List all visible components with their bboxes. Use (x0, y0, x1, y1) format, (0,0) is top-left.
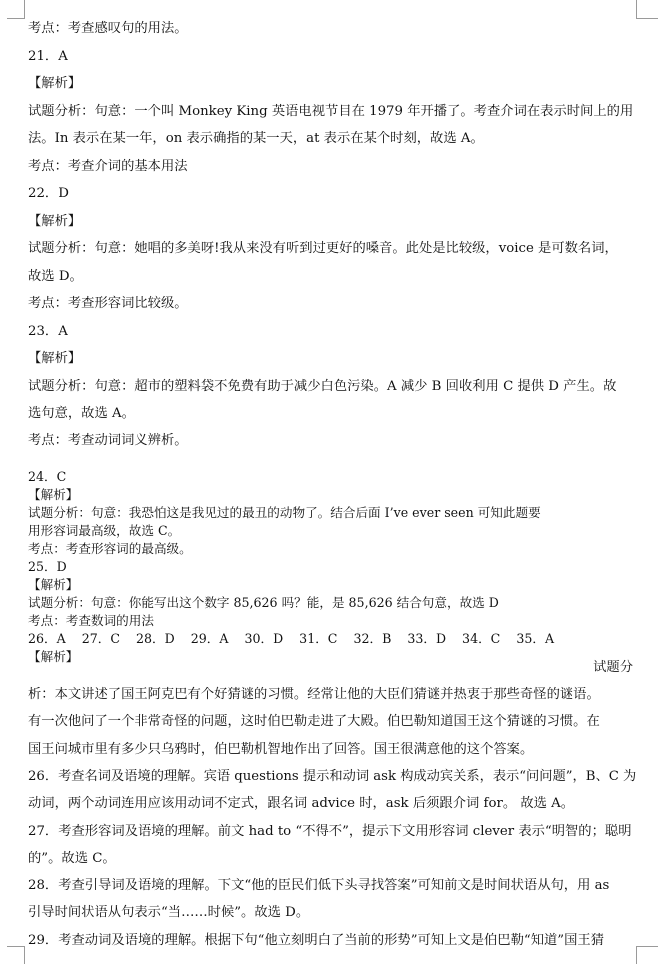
text-line: 试题分析：句意：超市的塑料袋不免费有助于减少白色污染。A 减少 B 回收利用 C 提供 D 产生。故 (28, 379, 617, 394)
text-line: 用形容词最高级，故选 C。 (28, 523, 181, 538)
analysis-heading: 【解析】 (28, 214, 82, 229)
text-line: 27．考查形容词及语境的理解。前文 had to “不得不”，提示下文用形容词 clever 表示“明智的；聪明 (28, 824, 632, 839)
text-line: 试题分析：句意：你能写出这个数字 85,626 吗？能，是 85,626 结合句意，故选 D (28, 595, 499, 610)
crop-mark-top-right (636, 0, 637, 18)
answer-line: 23．A (28, 324, 68, 339)
answer-line: 25．D (28, 559, 67, 574)
text-line: 的”。故选 C。 (28, 851, 116, 866)
analysis-heading: 【解析】 (28, 487, 79, 502)
text-line: 考点：考查介词的基本用法 (28, 159, 188, 174)
text-line: 考点：考查动词词义辨析。 (28, 433, 188, 448)
text-line: 试题分析：句意：我恐怕这是我见过的最丑的动物了。结合后面 I’ve ever seen 可知此题要 (28, 505, 541, 520)
crop-mark-bottom-left (7, 946, 25, 947)
text-line: 选句意，故选 A。 (28, 406, 135, 421)
crop-mark-top-right (636, 18, 658, 19)
text-line: 法。In 表示在某一年，on 表示确指的某一天，at 表示在某个时刻，故选 A。 (28, 131, 484, 146)
text-line: 26．考查名词及语境的理解。宾语 questions 提示和动词 ask 构成动宾关系，表示“问问题”，B、C 为 (28, 769, 637, 784)
answer-key-row: 26．A 27．C 28．D 29．A 30．D 31．C 32．B 33．D 34．C 35．A (28, 631, 555, 646)
text-line: 故选 D。 (28, 269, 83, 284)
text-line: 29．考查动词及语境的理解。根据下句“他立刻明白了当前的形势”可知上文是伯巴勒“知道”国王猜 (28, 933, 604, 948)
answer-line: 22．D (28, 186, 69, 201)
analysis-heading: 【解析】 (28, 351, 82, 366)
text-line: 考点：考查形容词的最高级。 (28, 541, 192, 556)
text-line: 28．考查引导词及语境的理解。下文“他的臣民们低下头寻找答案”可知前文是时间状语从句，用 as (28, 878, 610, 893)
text-line: 试题分析：句意：一个叫 Monkey King 英语电视节目在 1979 年开播了。考查介词在表示时间上的用 (28, 104, 634, 119)
text-line: 析：本文讲述了国王阿克巴有个好猜谜的习惯。经常让他的大臣们猜谜并热衷于那些奇怪的谜语。 (28, 687, 600, 702)
text-line: 考点：考查感叹句的用法。 (28, 21, 188, 36)
analysis-heading: 【解析】 (28, 577, 79, 592)
crop-mark-bottom-left (24, 946, 25, 964)
crop-mark-top-left (7, 18, 25, 19)
analysis-heading: 【解析】 (28, 76, 82, 91)
text-line: 试题分 (593, 660, 633, 675)
text-line: 有一次他问了一个非常奇怪的问题，这时伯巴勒走进了大殿。伯巴勒知道国王这个猜谜的习惯。在 (28, 714, 600, 729)
crop-mark-bottom-right (636, 946, 637, 964)
answer-line: 21．A (28, 49, 68, 64)
text-line: 引导时间状语从句表示“当……时候”。故选 D。 (28, 905, 310, 920)
crop-mark-bottom-right (636, 946, 658, 947)
text-line: 考点：考查数词的用法 (28, 613, 154, 628)
answer-line: 24．C (28, 469, 67, 484)
text-line: 考点：考查形容词比较级。 (28, 296, 188, 311)
text-line: 国王问城市里有多少只乌鸦时，伯巴勒机智地作出了回答。国王很满意他的这个答案。 (28, 742, 534, 757)
crop-mark-top-left (24, 0, 25, 18)
analysis-heading: 【解析】 (28, 649, 79, 664)
text-line: 动词，两个动词连用应该用动词不定式，跟名词 advice 时，ask 后须跟介词 for。 故选 A。 (28, 796, 575, 811)
text-line: 试题分析：句意：她唱的多美呀!我从来没有听到过更好的嗓音。此处是比较级，voice 是可数名词， (28, 241, 618, 256)
